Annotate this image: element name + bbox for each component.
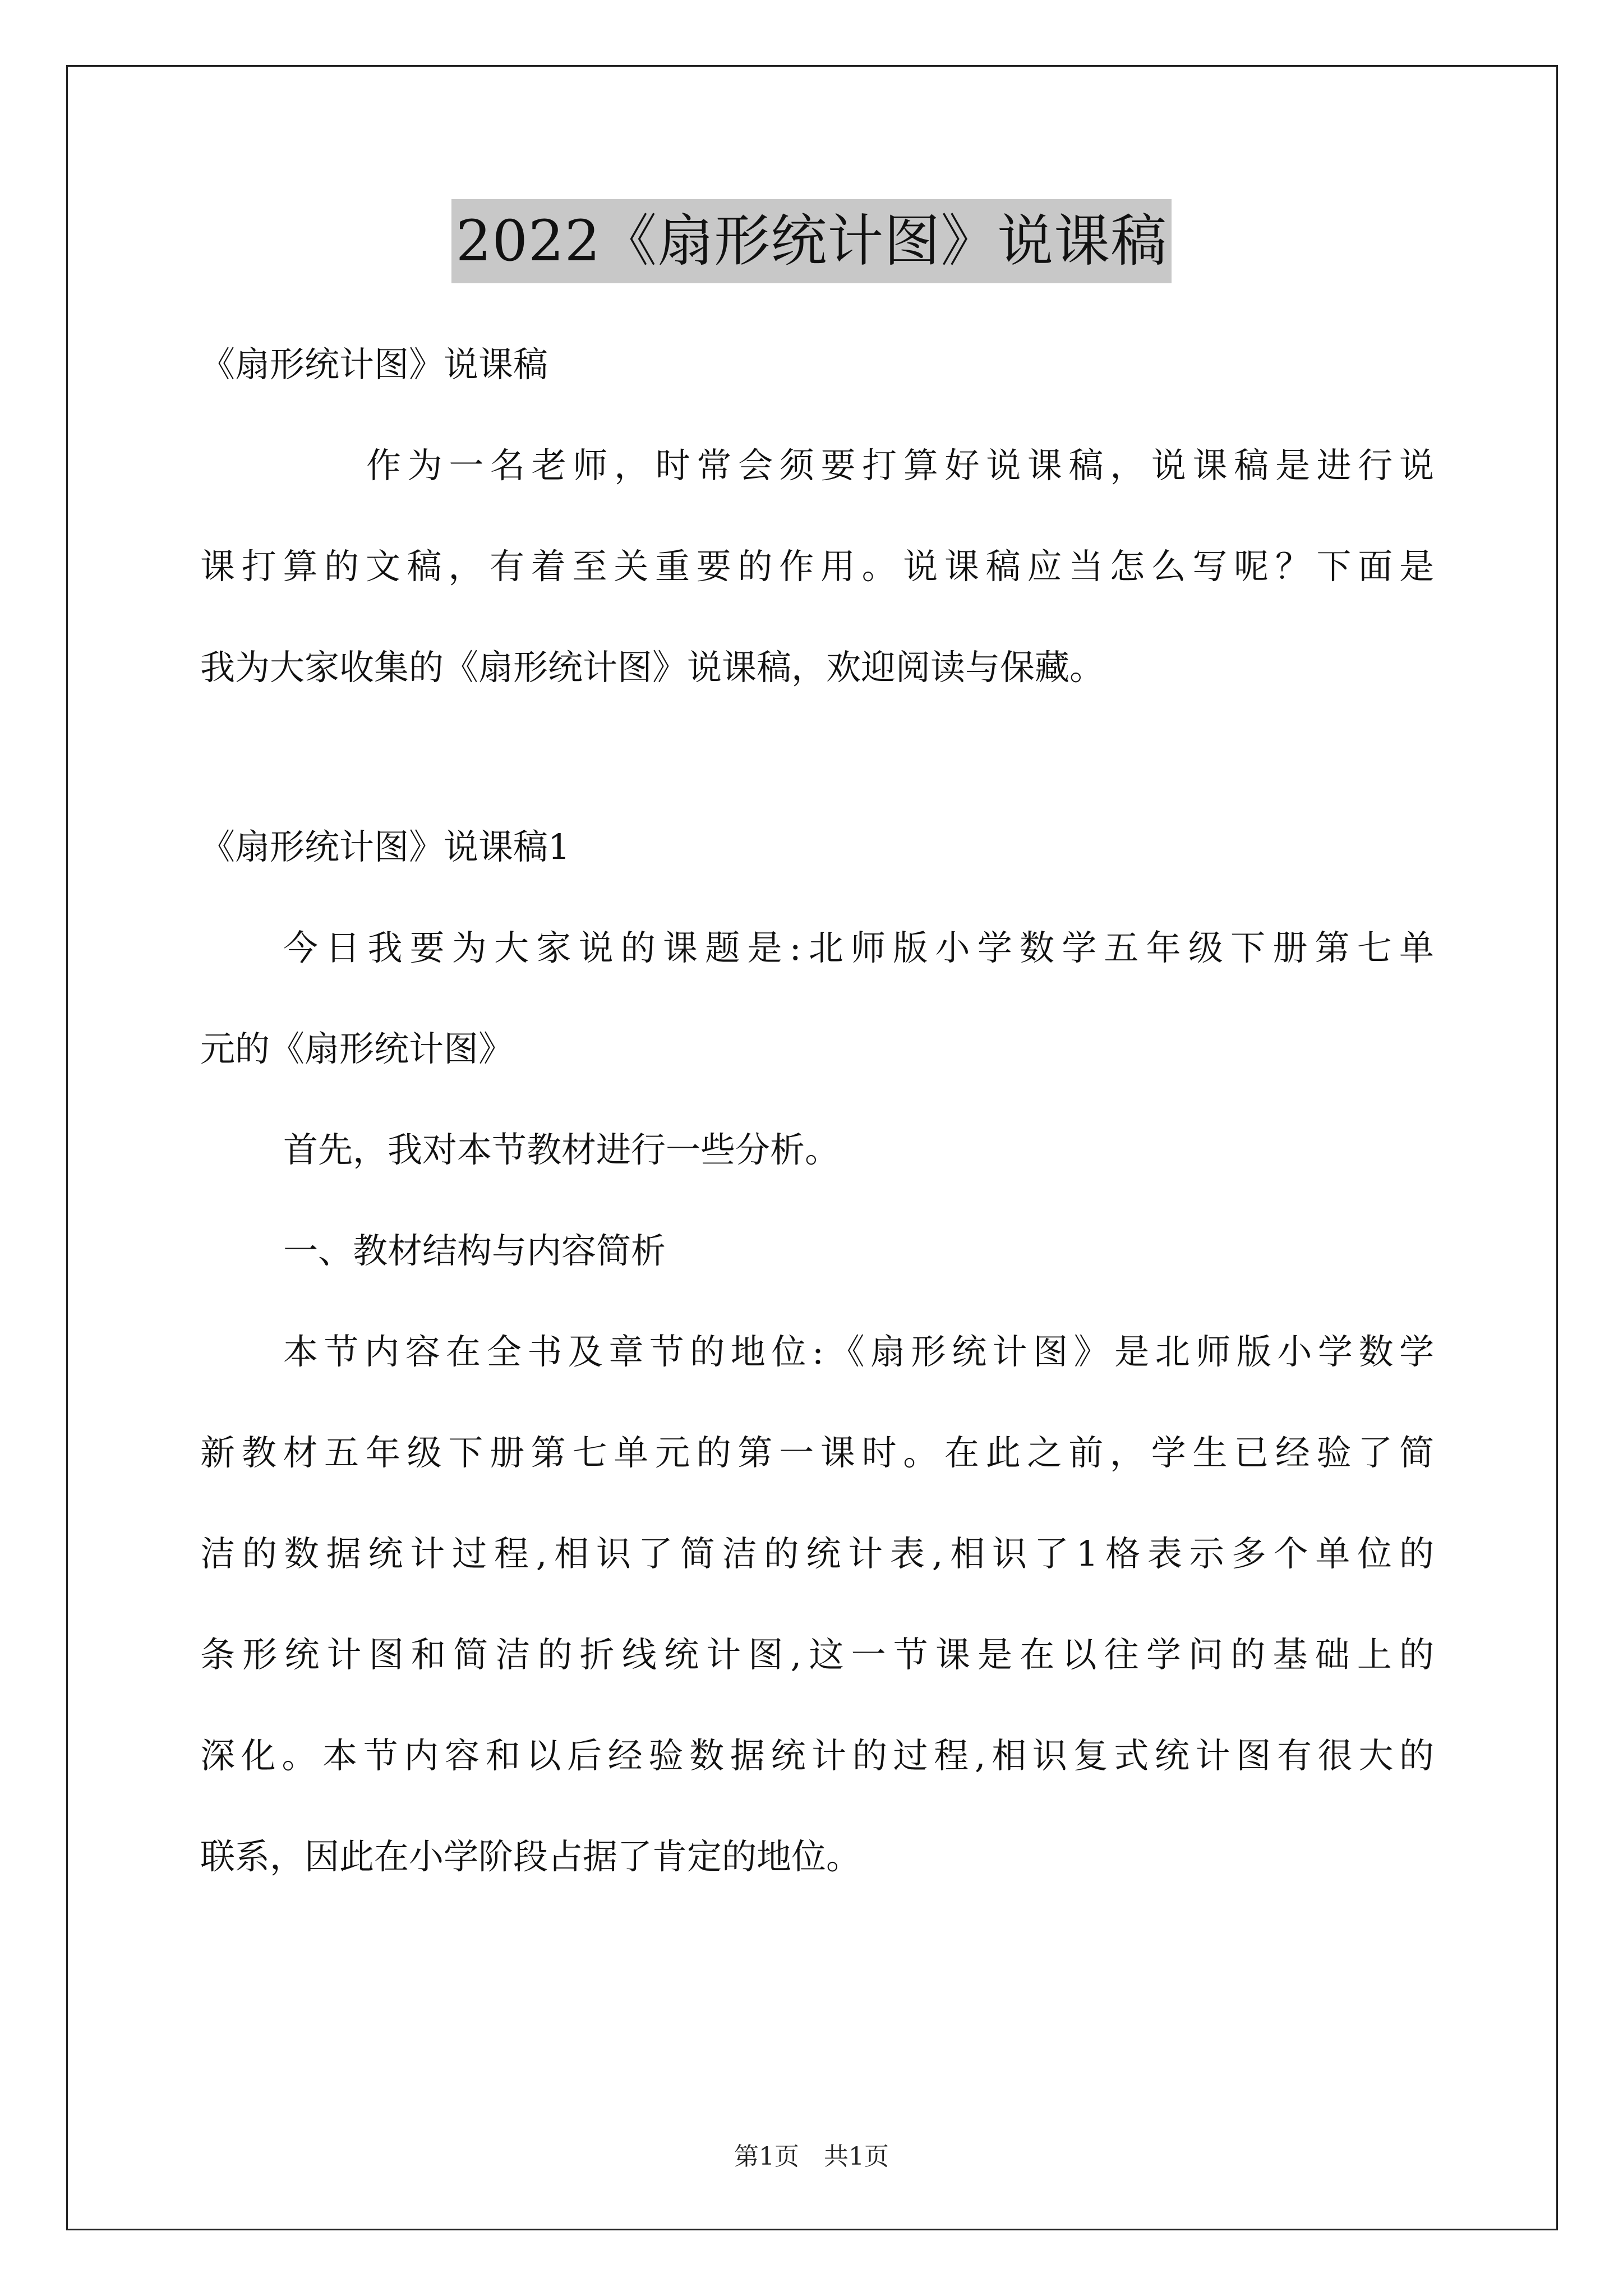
body-line: 新教材五年级下册第七单元的第一课时。在此之前，学生已经验了简 <box>200 1432 1434 1473</box>
section-heading: 《扇形统计图》说课稿1 <box>200 826 570 867</box>
intro-line: 作为一名老师，时常会须要打算好说课稿，说课稿是进行说 <box>366 445 1434 486</box>
body-line: 联系，因此在小学阶段占据了肯定的地位。 <box>200 1836 861 1877</box>
title-container <box>0 199 1623 283</box>
body-line: 本节内容在全书及章节的地位:《扇形统计图》是北师版小学数学 <box>283 1331 1434 1372</box>
body-line: 条形统计图和简洁的折线统计图,这一节课是在以往学问的基础上的 <box>200 1634 1434 1675</box>
body-line: 洁的数据统计过程,相识了简洁的统计表,相识了1格表示多个单位的 <box>200 1533 1434 1574</box>
intro-line: 课打算的文稿，有着至关重要的作用。说课稿应当怎么写呢？下面是 <box>200 546 1434 587</box>
document-heading: 《扇形统计图》说课稿 <box>200 344 548 385</box>
analysis-intro: 首先，我对本节教材进行一些分析。 <box>283 1129 840 1170</box>
topic-line: 元的《扇形统计图》 <box>200 1028 514 1069</box>
subsection-heading: 一、教材结构与内容简析 <box>283 1230 666 1271</box>
document-title: 2022《扇形统计图》说课稿 <box>451 199 1172 283</box>
body-line: 深化。本节内容和以后经验数据统计的过程,相识复式统计图有很大的 <box>200 1735 1434 1776</box>
intro-line: 我为大家收集的《扇形统计图》说课稿，欢迎阅读与保藏。 <box>200 647 1105 688</box>
page-footer: 第1页 共1页 <box>734 2142 889 2171</box>
topic-line: 今日我要为大家说的课题是:北师版小学数学五年级下册第七单 <box>283 927 1434 968</box>
document-body <box>200 314 1434 1907</box>
paragraph-gap <box>200 718 1434 797</box>
